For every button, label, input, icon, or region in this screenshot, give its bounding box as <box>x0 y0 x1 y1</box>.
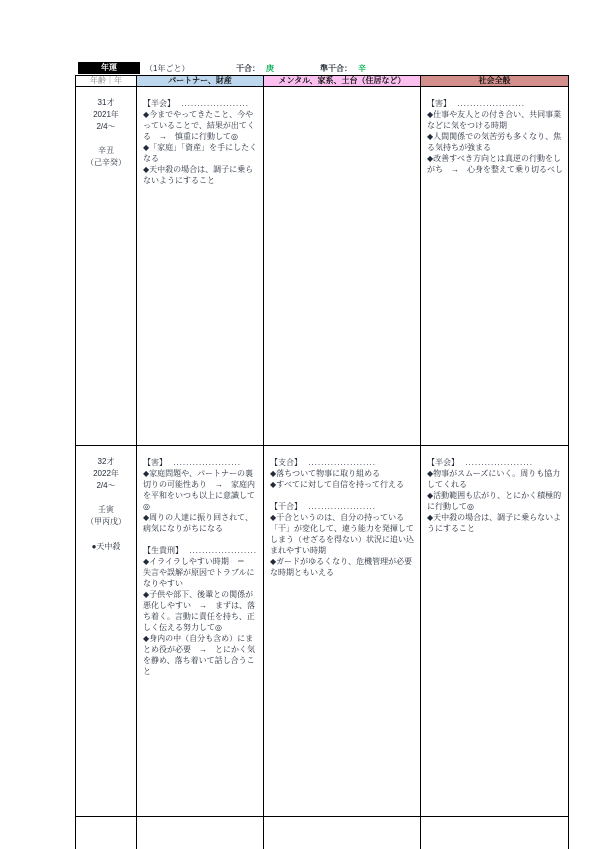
cell-society-2021 <box>421 87 569 446</box>
section-heading <box>270 457 415 468</box>
dotted-leader: ..................... <box>181 99 249 108</box>
section <box>427 457 563 534</box>
section <box>427 98 563 175</box>
empty-cell <box>76 817 137 849</box>
page-title: 年運 <box>78 62 140 74</box>
section-item: ◆身内の中（自分も含め）にまとめ役が必要 → とにかく気を静め、落ち着いて話し合うこと <box>143 634 255 676</box>
section-heading <box>143 98 258 109</box>
section-item: ◆「家庭」「資産」を手にしたくなる <box>143 143 258 163</box>
section-item: ◆ガードがゆるくなり、危機管理が必要な時期ともいえる <box>270 557 413 577</box>
year-value: 2022年 <box>93 469 119 478</box>
section-heading <box>270 501 415 512</box>
section-item: ◆仕事や友人との付き合い、共同事業などに気をつける時期 <box>427 110 562 130</box>
section-item: ◆改善すべき方向とは真逆の行動をしがち → 心身を整えて乗り切るべし <box>427 154 563 174</box>
section-item: ◆今までやってきたこと、今やっていることで、結果が出てくる → 慎重に行動して◎ <box>143 110 255 141</box>
section-item: ◆天中殺の場合は、調子に乗らないようにすること <box>143 165 254 185</box>
section-item: ◆周りの人達に振り回されて、病気になりがちになる <box>143 513 253 533</box>
section <box>143 98 258 186</box>
dotted-leader: ..................... <box>457 99 525 108</box>
section <box>143 457 258 534</box>
dotted-leader: ..................... <box>173 458 241 467</box>
section-item: ◆干合というのは、自分の持っている「干」が変化して、違う能力を発揮してしまう（せざるを得ない）状況に追い込まれやすい時期 <box>270 513 414 555</box>
section <box>270 501 415 578</box>
section-item: ◆イライラしやすい時期 ＝ 失言や誤解が原因でトラブルになりやすい <box>143 557 255 588</box>
dotted-leader: ..................... <box>308 502 376 511</box>
column-header-mental-family: メンタル、家系、土台（住居など） <box>264 76 421 87</box>
eto-pillar: 辛丑 <box>98 146 114 155</box>
cell-partner-2021 <box>137 87 264 446</box>
start-date: 2/4～ <box>96 122 116 131</box>
section-item: ◆活動範囲も広がり、とにかく積極的に行動して◎ <box>427 491 562 511</box>
section-heading <box>427 457 563 468</box>
section-title: 【害】 <box>427 99 451 108</box>
age-value: 32才 <box>97 457 115 466</box>
dotted-leader: ..................... <box>308 458 376 467</box>
section-title: 【生貴刑】 <box>143 546 183 555</box>
section-title: 【支合】 <box>270 458 302 467</box>
section-heading <box>427 98 563 109</box>
empty-cell <box>137 817 264 849</box>
year-fortune-table <box>75 75 569 849</box>
section-item: ◆子供や部下、後輩との関係が悪化しやすい → まずは、落ち着く。言動に責任を持ち、正しく伝える努力して◎ <box>143 590 255 632</box>
top-header <box>75 62 568 75</box>
column-header-age-year: 年齢｜年 <box>76 76 137 87</box>
hidden-stems: （甲丙戊） <box>86 517 126 526</box>
section-title: 【害】 <box>143 458 167 467</box>
column-header-partner-assets: パートナー、財産 <box>137 76 264 87</box>
tenchusatsu-marker: ●天中殺 <box>91 542 121 551</box>
section-item: ◆落ちついて物事に取り組める <box>270 469 381 478</box>
cell-society-2022 <box>421 446 569 817</box>
empty-cell <box>421 817 569 849</box>
cell-partner-2022 <box>137 446 264 817</box>
column-header-society: 社会全般 <box>421 76 569 87</box>
section-item: ◆物事がスムーズにいく。周りも協力してくれる <box>427 469 561 489</box>
section-item: ◆すべてに対して自信を持って行える <box>270 480 404 489</box>
section-item: ◆天中殺の場合は、調子に乗らないようにすること <box>427 513 562 533</box>
hidden-stems: （己辛癸） <box>86 158 126 167</box>
section-heading <box>143 457 258 468</box>
dotted-leader: ..................... <box>189 546 257 555</box>
year-value: 2021年 <box>93 110 119 119</box>
eto-pillar: 壬寅 <box>98 505 114 514</box>
start-date: 2/4～ <box>96 481 116 490</box>
age-value: 31才 <box>97 98 115 107</box>
section-heading <box>143 545 258 556</box>
age-cell-2021 <box>76 87 137 446</box>
section-title: 【半会】 <box>143 99 175 108</box>
empty-cell <box>264 817 421 849</box>
section <box>143 545 258 677</box>
section-title: 【干合】 <box>270 502 302 511</box>
section-item: ◆人間関係での気苦労も多くなり、焦る気持ちが強まる <box>427 132 562 152</box>
section <box>270 457 415 490</box>
jun-kangou-value: 辛 <box>358 64 366 73</box>
age-cell-2022 <box>76 446 137 817</box>
cell-mental-2021 <box>264 87 421 446</box>
kangou-label: 干合： <box>236 64 260 73</box>
dotted-leader: ..................... <box>465 458 533 467</box>
page-subtitle: （1年ごと） <box>145 64 190 73</box>
section-item: ◆家庭問題や、パートナーの裏切りの可能性あり → 家庭内を平和をいつも以上に意識して◎ <box>143 469 255 511</box>
kangou-value: 庚 <box>266 64 274 73</box>
cell-mental-2022 <box>264 446 421 817</box>
jun-kangou-label: 準干合： <box>320 64 352 73</box>
section-title: 【半会】 <box>427 458 459 467</box>
